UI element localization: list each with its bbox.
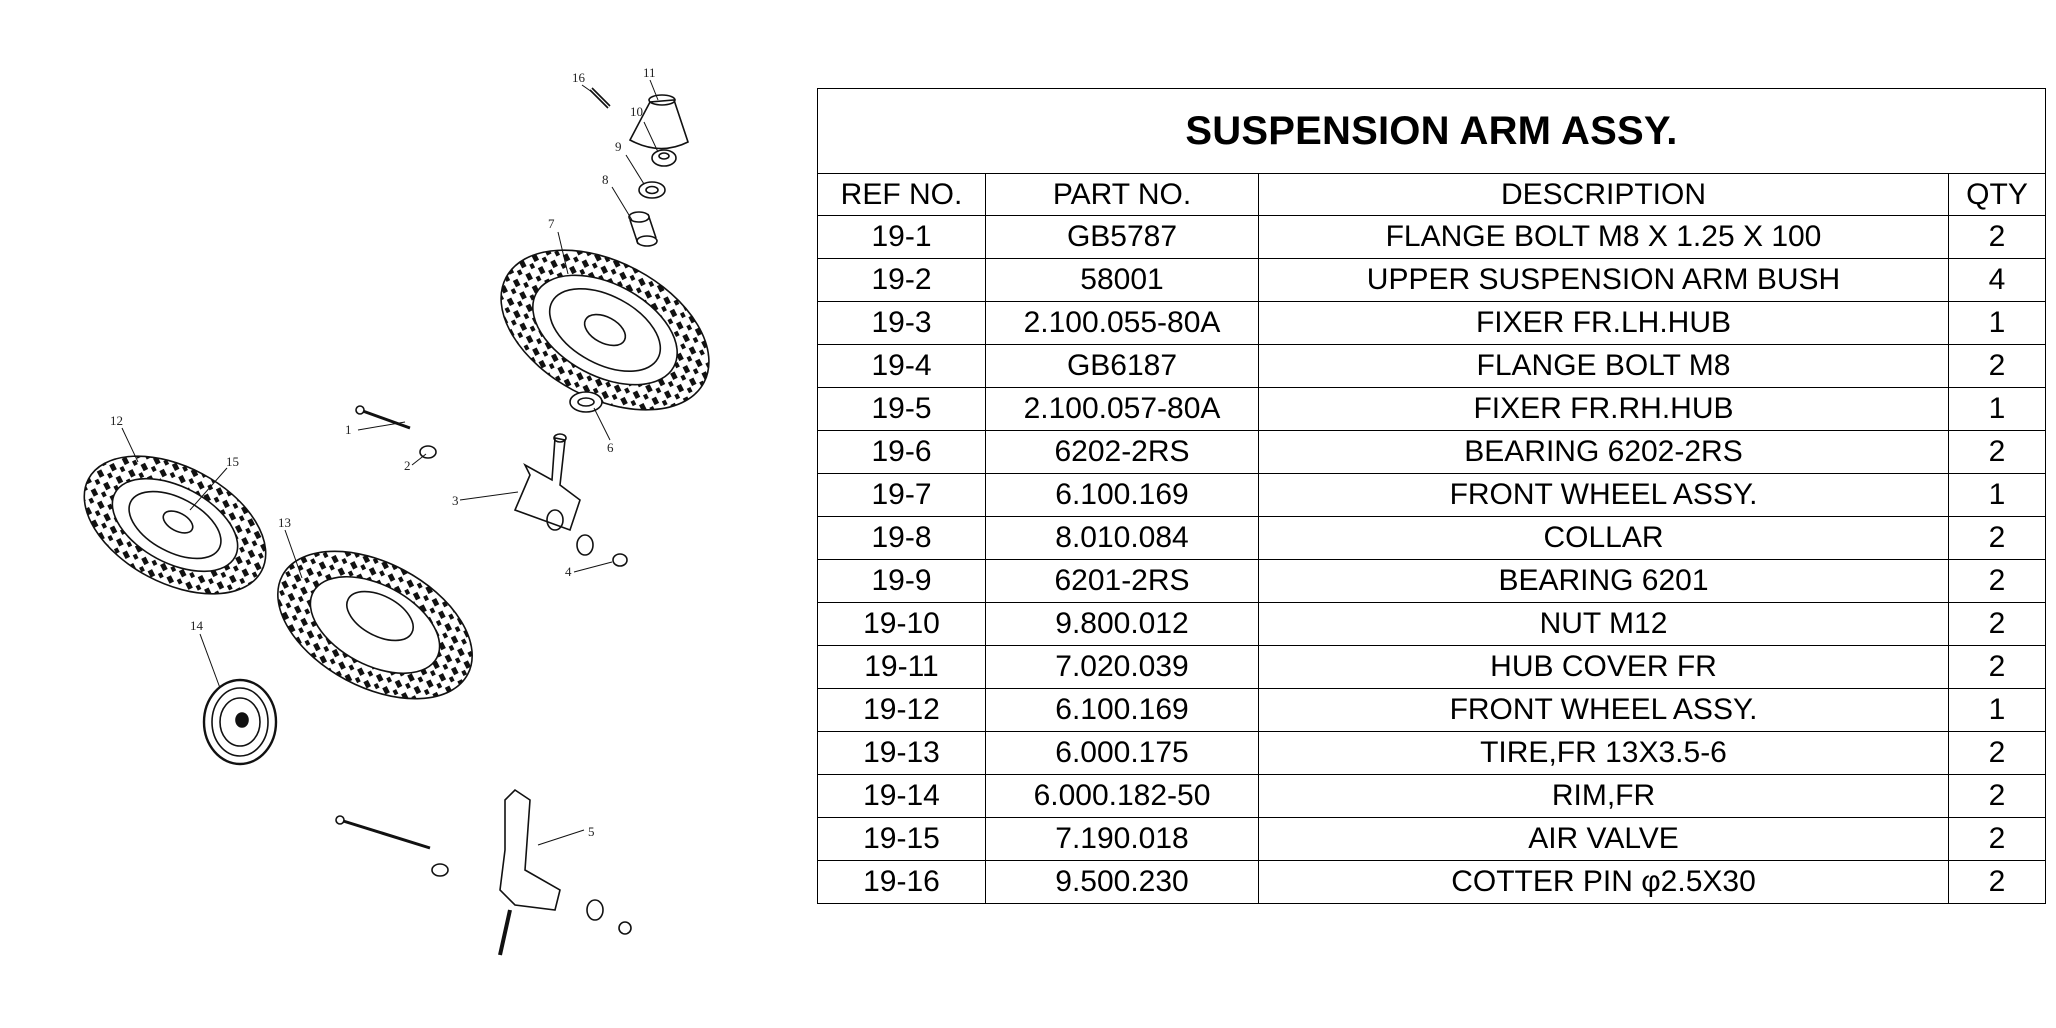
table-row — [818, 259, 2046, 302]
parts-list-table-container — [817, 88, 2045, 904]
cell-ref: 19-7 — [818, 474, 986, 517]
cell-qty: 2 — [1949, 517, 2046, 560]
cell-qty: 1 — [1949, 388, 2046, 431]
cell-qty: 2 — [1949, 560, 2046, 603]
table-title: SUSPENSION ARM ASSY. — [818, 89, 2046, 174]
cell-part-no: 6.000.182-50 — [986, 775, 1259, 818]
front-wheel-7-drawing — [474, 217, 736, 442]
table-row — [818, 431, 2046, 474]
cell-description: BEARING 6201 — [1259, 560, 1949, 603]
callout-8: 8 — [602, 172, 609, 187]
cell-ref: 19-4 — [818, 345, 986, 388]
cell-description: COLLAR — [1259, 517, 1949, 560]
cell-ref: 19-5 — [818, 388, 986, 431]
callout-12: 12 — [110, 413, 123, 428]
cell-ref: 19-1 — [818, 216, 986, 259]
cell-ref: 19-14 — [818, 775, 986, 818]
table-row — [818, 302, 2046, 345]
cell-part-no: 6.100.169 — [986, 474, 1259, 517]
nut-10-drawing — [652, 150, 676, 166]
collar-8-drawing — [629, 212, 657, 246]
cell-ref: 19-6 — [818, 431, 986, 474]
cell-qty: 4 — [1949, 259, 2046, 302]
cell-part-no: 7.020.039 — [986, 646, 1259, 689]
callout-2: 2 — [404, 458, 411, 473]
callout-4: 4 — [565, 564, 572, 579]
cell-qty: 2 — [1949, 603, 2046, 646]
table-row — [818, 517, 2046, 560]
rim-14-drawing — [204, 680, 276, 764]
header-qty: QTY — [1949, 174, 2046, 216]
cell-description: UPPER SUSPENSION ARM BUSH — [1259, 259, 1949, 302]
cell-description: NUT M12 — [1259, 603, 1949, 646]
hub-fixer-5-drawing — [336, 790, 631, 955]
cell-description: FLANGE BOLT M8 X 1.25 X 100 — [1259, 216, 1949, 259]
callout-6: 6 — [607, 440, 614, 455]
callout-13: 13 — [278, 515, 291, 530]
cell-description: BEARING 6202-2RS — [1259, 431, 1949, 474]
callout-5: 5 — [588, 824, 595, 839]
callout-7: 7 — [548, 216, 555, 231]
callout-16: 16 — [572, 70, 585, 85]
cell-part-no: 7.190.018 — [986, 818, 1259, 861]
cell-description: HUB COVER FR — [1259, 646, 1949, 689]
collar-4-drawing — [577, 535, 627, 566]
cell-description: FRONT WHEEL ASSY. — [1259, 689, 1949, 732]
table-row — [818, 345, 2046, 388]
cell-description: AIR VALVE — [1259, 818, 1949, 861]
cell-qty: 1 — [1949, 302, 2046, 345]
cell-part-no: 6.100.169 — [986, 689, 1259, 732]
cell-description: FIXER FR.RH.HUB — [1259, 388, 1949, 431]
cell-qty: 2 — [1949, 646, 2046, 689]
cell-ref: 19-13 — [818, 732, 986, 775]
cell-part-no: 58001 — [986, 259, 1259, 302]
cell-description: COTTER PIN φ2.5X30 — [1259, 861, 1949, 904]
table-row — [818, 560, 2046, 603]
leader-lines — [122, 80, 658, 845]
tire-13-drawing — [253, 521, 497, 729]
exploded-parts-diagram — [60, 30, 780, 990]
cell-qty: 2 — [1949, 345, 2046, 388]
cell-qty: 1 — [1949, 474, 2046, 517]
bearing-6-drawing — [570, 392, 602, 412]
cell-ref: 19-8 — [818, 517, 986, 560]
cell-part-no: 2.100.057-80A — [986, 388, 1259, 431]
table-row — [818, 775, 2046, 818]
cell-ref: 19-10 — [818, 603, 986, 646]
cell-ref: 19-11 — [818, 646, 986, 689]
cell-part-no: 9.500.230 — [986, 861, 1259, 904]
bearing-9-drawing — [639, 182, 665, 198]
callout-10: 10 — [630, 104, 643, 119]
header-description: DESCRIPTION — [1259, 174, 1949, 216]
callout-3: 3 — [452, 493, 459, 508]
table-row — [818, 818, 2046, 861]
cell-qty: 2 — [1949, 732, 2046, 775]
cell-qty: 2 — [1949, 775, 2046, 818]
table-row — [818, 603, 2046, 646]
table-row — [818, 216, 2046, 259]
cell-description: FLANGE BOLT M8 — [1259, 345, 1949, 388]
header-row — [818, 174, 2046, 216]
cell-part-no: 9.800.012 — [986, 603, 1259, 646]
table-row — [818, 646, 2046, 689]
cell-ref: 19-3 — [818, 302, 986, 345]
cotter-pin-16-drawing — [590, 88, 610, 108]
cell-ref: 19-9 — [818, 560, 986, 603]
cell-qty: 2 — [1949, 431, 2046, 474]
hub-fixer-3-drawing — [515, 434, 580, 530]
cell-description: FIXER FR.LH.HUB — [1259, 302, 1949, 345]
table-row — [818, 689, 2046, 732]
cell-ref: 19-2 — [818, 259, 986, 302]
cell-ref: 19-15 — [818, 818, 986, 861]
cell-description: TIRE,FR 13X3.5-6 — [1259, 732, 1949, 775]
cell-description: FRONT WHEEL ASSY. — [1259, 474, 1949, 517]
header-part-no: PART NO. — [986, 174, 1259, 216]
cell-qty: 2 — [1949, 216, 2046, 259]
callout-15: 15 — [226, 454, 239, 469]
table-row — [818, 732, 2046, 775]
callout-11: 11 — [643, 65, 656, 80]
parts-list-table — [817, 88, 2046, 904]
cell-part-no: GB6187 — [986, 345, 1259, 388]
callout-1: 1 — [345, 422, 352, 437]
cell-ref: 19-16 — [818, 861, 986, 904]
cell-part-no: 6201-2RS — [986, 560, 1259, 603]
cell-qty: 2 — [1949, 861, 2046, 904]
cell-part-no: GB5787 — [986, 216, 1259, 259]
callout-9: 9 — [615, 139, 622, 154]
cell-qty: 1 — [1949, 689, 2046, 732]
front-wheel-12-drawing — [61, 428, 289, 622]
table-row — [818, 861, 2046, 904]
cell-qty: 2 — [1949, 818, 2046, 861]
cell-part-no: 6202-2RS — [986, 431, 1259, 474]
cell-part-no: 2.100.055-80A — [986, 302, 1259, 345]
cell-description: RIM,FR — [1259, 775, 1949, 818]
bolt-1-drawing — [356, 406, 410, 428]
cell-part-no: 8.010.084 — [986, 517, 1259, 560]
header-ref-no: REF NO. — [818, 174, 986, 216]
callout-14: 14 — [190, 618, 203, 633]
table-row — [818, 388, 2046, 431]
cell-ref: 19-12 — [818, 689, 986, 732]
cell-part-no: 6.000.175 — [986, 732, 1259, 775]
table-row — [818, 474, 2046, 517]
